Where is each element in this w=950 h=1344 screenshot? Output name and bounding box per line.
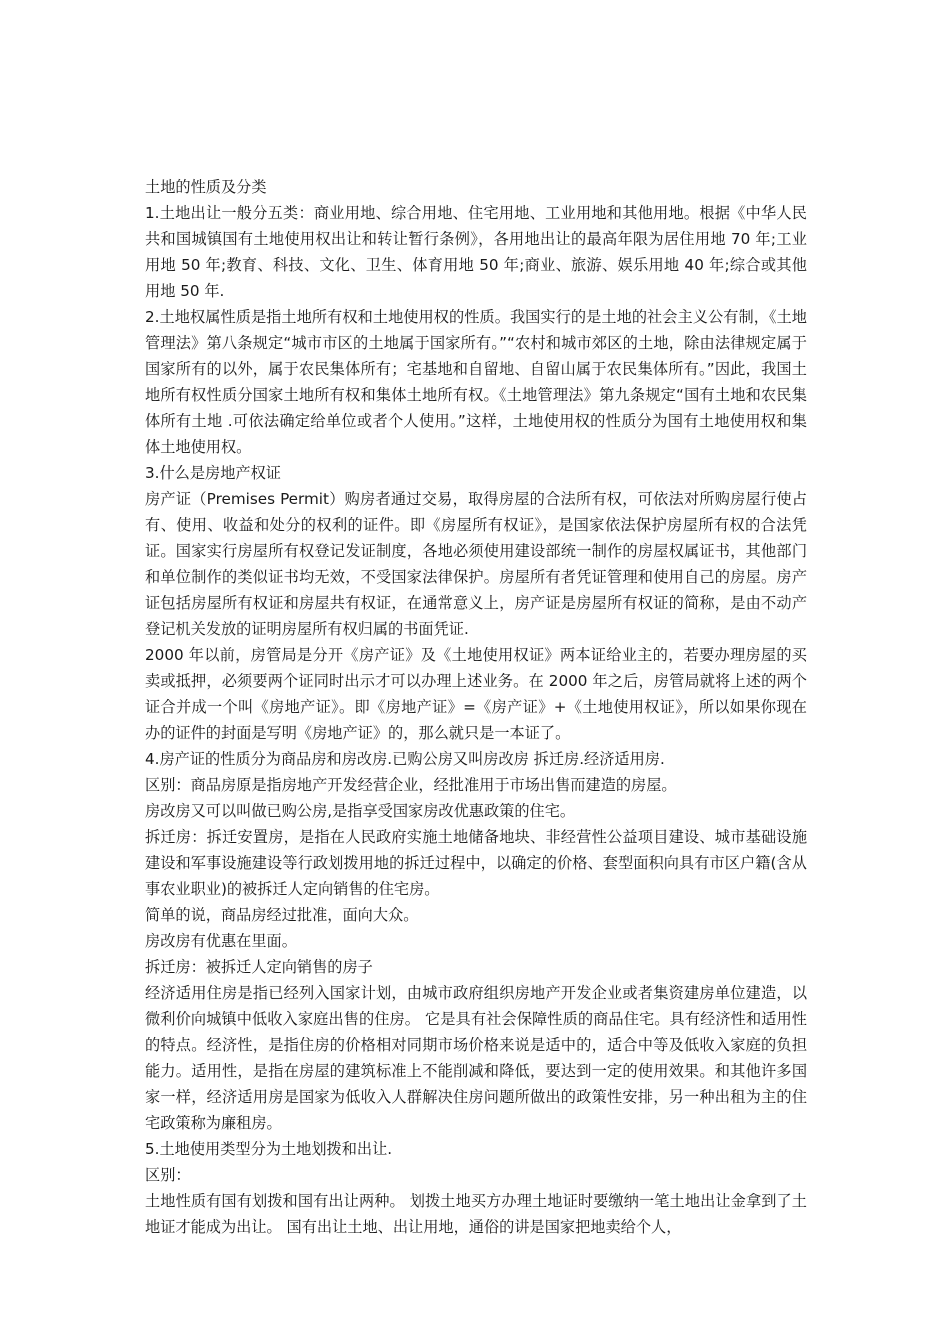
heading-property-certificate-types: 4.房产证的性质分为商品房和房改房.已购公房又叫房改房 拆迁房.经济适用房. [145, 750, 665, 768]
paragraph-premises-permit: 房产证（Premises Permit）购房者通过交易，取得房屋的合法所有权，可依法对所购房屋行使占有、使用、收益和处分的权利的证件。即《房屋所有权证》，是国家依法保护房屋所有权的合法凭证。国家实行房屋所有权登记发证制度，各地必须使用建设部统一制作的房屋权属证书，其他部门和单位制作的类似证书均无效，不受国家法律保护。房屋所有者凭证管理和使用自己的房屋。房产证包括房屋所有权证和房屋共有权证，在通常意义上，房产证是房屋所有权证的简称，是由不动产登记机关发放的证明房屋所有权归属的书面凭证. [145, 490, 807, 638]
heading-property-certificate: 3.什么是房地产权证 [145, 464, 281, 482]
paragraph-simple-summary: 简单的说，商品房经过批准，面向大众。 [145, 906, 419, 924]
paragraph-commercial-housing: 区别：商品房原是指房地产开发经营企业，经批准用于市场出售而建造的房屋。 [145, 776, 677, 794]
paragraph-affordable-housing: 经济适用住房是指已经列入国家计划，由城市政府组织房地产开发企业或者集资建房单位建造，以微利价向城镇中低收入家庭出售的住房。 它是具有社会保障性质的商品住宅。具有经济性和适用性的特点。经济性，是指住房的价格相对同期市场价格来说是适中的，适合中等及低收入家庭的负担能力。适用性，是指在房屋的建筑标准上不能削减和降低，要达到一定的使用效果。和其他许多国家一样，经济适用房是国家为低收入人群解决住房问题所做出的政策性安排，另一种出租为主的住宅政策称为廉租房。 [145, 984, 807, 1132]
paragraph-relocation-housing: 拆迁房：拆迁安置房，是指在人民政府实施土地储备地块、非经营性公益项目建设、城市基础设施建设和军事设施建设等行政划拨用地的拆迁过程中，以确定的价格、套型面积向具有市区户籍(含从事农业职业)的被拆迁人定向销售的住宅房。 [145, 828, 807, 898]
paragraph-reform-housing: 房改房又可以叫做已购公房,是指享受国家房改优惠政策的住宅。 [145, 802, 576, 820]
paragraph-difference-label: 区别： [145, 1166, 191, 1184]
paragraph-before-2000: 2000 年以前，房管局是分开《房产证》及《土地使用权证》两本证给业主的，若要办理房屋的买卖或抵押，必须要两个证同时出示才可以办理上述业务。在 2000 年之后，房管局就将上述的两个证合并成一个叫《房地产证》。即《房地产证》=《房产证》+《土地使用权证》，所以如果你现在办的证件的封面是写明《房地产证》的，那么就只是一本证了。 [145, 646, 807, 742]
paragraph-reform-discount: 房改房有优惠在里面。 [145, 932, 297, 950]
paragraph-relocation-summary: 拆迁房：被拆迁人定向销售的房子 [145, 958, 373, 976]
paragraph-land-transfer-types: 1.土地出让一般分五类：商业用地、综合用地、住宅用地、工业用地和其他用地。根据《中华人民共和国城镇国有土地使用权出让和转让暂行条例》，各用地出让的最高年限为居住用地 70 年;工业用地 50 年;教育、科技、文化、卫生、体育用地 50 年;商业、旅游、娱乐用地 40 年;综合或其他用地 50 年. [145, 204, 807, 300]
document-title: 土地的性质及分类 [145, 178, 267, 196]
paragraph-land-ownership-nature: 2.土地权属性质是指土地所有权和土地使用权的性质。我国实行的是土地的社会主义公有制，《土地管理法》第八条规定“城市市区的土地属于国家所有。”“农村和城市郊区的土地，除由法律规定属于国家所有的以外，属于农民集体所有；宅基地和自留地、自留山属于农民集体所有。”因此，我国土地所有权性质分国家土地所有权和集体土地所有权。《土地管理法》第九条规定“国有土地和农民集体所有土地 .可依法确定给单位或者个人使用。”这样，土地使用权的性质分为国有土地使用权和集体土地使用权。 [145, 308, 807, 456]
paragraph-land-allocation: 土地性质有国有划拨和国有出让两种。 划拨土地买方办理土地证时要缴纳一笔土地出让金拿到了土地证才能成为出让。 国有出让土地、出让用地，通俗的讲是国家把地卖给个人， [145, 1192, 807, 1236]
document-page [145, 174, 807, 1240]
heading-land-use-types: 5.土地使用类型分为土地划拨和出让. [145, 1140, 393, 1158]
